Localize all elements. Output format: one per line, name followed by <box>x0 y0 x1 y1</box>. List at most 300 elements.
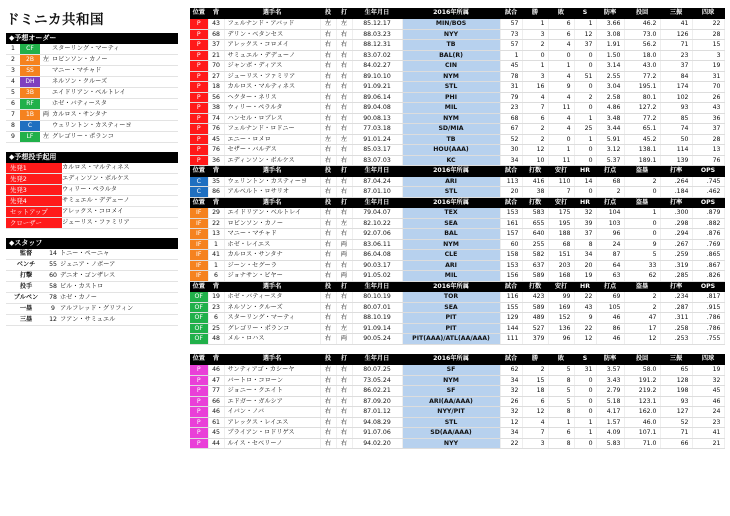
position-cell: P <box>190 113 208 124</box>
birth-date: 80.07.01 <box>352 302 402 313</box>
at-bats: 589 <box>522 271 548 282</box>
bats: 右 <box>336 386 352 397</box>
batter-row <box>190 229 724 240</box>
stolen-bases: 62 <box>624 271 660 282</box>
position-cell: IF <box>190 260 208 271</box>
column-header: 生年月日 <box>352 197 402 208</box>
hits: 110 <box>548 176 574 187</box>
innings-pitched: 58.0 <box>624 365 660 376</box>
uniform-number: 66 <box>208 396 224 407</box>
lineup-table <box>6 44 178 143</box>
position-cell: P <box>190 438 208 449</box>
position-cell: OF <box>190 334 208 345</box>
staff-role: 監督 <box>6 249 46 260</box>
pitching-role: 先発3 <box>6 185 62 196</box>
games: 157 <box>500 229 522 240</box>
wins: 15 <box>522 375 548 386</box>
ops: .826 <box>692 271 724 282</box>
player-name: ホゼ・バティースタ <box>224 292 320 303</box>
innings-pitched: 65.1 <box>624 124 660 135</box>
position-cell: P <box>190 92 208 103</box>
wins: 2 <box>522 40 548 51</box>
staff-role: 打撃 <box>6 271 46 282</box>
column-header: 打率 <box>660 166 692 177</box>
strikeouts: 50 <box>660 134 692 145</box>
position-cell: OF <box>190 323 208 334</box>
throws: 右 <box>320 438 336 449</box>
uniform-number: 6 <box>208 313 224 324</box>
section-separator <box>190 344 724 354</box>
pitcher-row <box>190 365 724 376</box>
throws: 右 <box>320 334 336 345</box>
batter-row <box>190 208 724 219</box>
rotation-table <box>6 163 178 229</box>
bats: 右 <box>336 396 352 407</box>
player-name: スターリング・マーティ <box>224 313 320 324</box>
losses: 11 <box>548 103 574 114</box>
era: 5.37 <box>596 155 624 166</box>
games: 32 <box>500 407 522 418</box>
column-header: 生年月日 <box>352 8 402 19</box>
stolen-bases: 0 <box>624 187 660 198</box>
player-name: アレックス・コロメイ <box>224 40 320 51</box>
losses: 1 <box>548 145 574 156</box>
player-name: ジューリス・ファミリア <box>62 218 178 229</box>
era: 3.44 <box>596 124 624 135</box>
staff-number: 9 <box>46 304 60 315</box>
walks: 46 <box>692 396 724 407</box>
column-header: 盗塁 <box>624 197 660 208</box>
games: 57 <box>500 40 522 51</box>
birth-date: 88.12.31 <box>352 40 402 51</box>
birth-date: 73.05.24 <box>352 375 402 386</box>
player-name: エイドリアン・ベルトレイ <box>52 88 178 99</box>
birth-date: 82.10.22 <box>352 218 402 229</box>
losses: 6 <box>548 19 574 30</box>
batter-row <box>190 334 724 345</box>
games: 161 <box>500 218 522 229</box>
column-header: 選手名 <box>224 197 320 208</box>
batter-row <box>190 218 724 229</box>
losses: 4 <box>548 113 574 124</box>
bats: 右 <box>336 313 352 324</box>
birth-date: 87.01.10 <box>352 187 402 198</box>
player-name: ジョナサン・ビヤー <box>224 271 320 282</box>
birth-date: 85.03.17 <box>352 145 402 156</box>
staff-table <box>6 249 178 326</box>
staff-row <box>6 260 178 271</box>
hits: 99 <box>548 292 574 303</box>
team-2016: CLE <box>402 250 500 261</box>
column-header: 三振 <box>660 354 692 365</box>
saves: 1 <box>574 417 596 428</box>
wins: 10 <box>522 155 548 166</box>
column-header: 試合 <box>500 197 522 208</box>
wins: 3 <box>522 71 548 82</box>
games: 32 <box>500 386 522 397</box>
at-bats: 655 <box>522 218 548 229</box>
column-header: 敗 <box>548 354 574 365</box>
team-2016: MIN/BOS <box>402 19 500 30</box>
column-header: 位置 <box>190 354 208 365</box>
saves: 0 <box>574 155 596 166</box>
team-2016: STL <box>402 82 500 93</box>
ops: .745 <box>692 176 724 187</box>
section-header-row <box>190 8 724 19</box>
rbi: 86 <box>596 323 624 334</box>
rbi: 24 <box>596 239 624 250</box>
games: 67 <box>500 124 522 135</box>
bats: 右 <box>336 82 352 93</box>
player-name: カルロス・サンタナ <box>224 250 320 261</box>
throws: 右 <box>320 50 336 61</box>
losses: 4 <box>548 124 574 135</box>
team-2016: PIT(AAA)/ATL(AA/AAA) <box>402 334 500 345</box>
column-header: 投 <box>320 8 336 19</box>
player-name: エイドリアン・ベルトレイ <box>224 208 320 219</box>
bats: 右 <box>336 145 352 156</box>
strikeouts: 84 <box>660 71 692 82</box>
player-name: ネルソン・クルーズ <box>52 77 178 88</box>
strikeouts: 126 <box>660 29 692 40</box>
hits: 7 <box>548 187 574 198</box>
bats: 右 <box>336 208 352 219</box>
games: 111 <box>500 334 522 345</box>
rotation-row <box>6 174 178 185</box>
ops: .879 <box>692 208 724 219</box>
walks: 32 <box>692 375 724 386</box>
position-cell: P <box>190 124 208 135</box>
column-header: 位置 <box>190 166 208 177</box>
saves: 51 <box>574 71 596 82</box>
birth-date: 94.02.20 <box>352 438 402 449</box>
batting-order-number: 2 <box>6 55 20 66</box>
column-header: HR <box>574 281 596 292</box>
losses: 1 <box>548 417 574 428</box>
saves: 0 <box>574 375 596 386</box>
hits: 68 <box>548 239 574 250</box>
pitcher-row <box>190 134 724 145</box>
hits: 168 <box>548 271 574 282</box>
home-runs: 12 <box>574 334 596 345</box>
position-cell: P <box>190 407 208 418</box>
batter-row <box>190 187 724 198</box>
throws: 右 <box>320 113 336 124</box>
strikeouts: 102 <box>660 92 692 103</box>
player-name: カルロス・サンタナ <box>52 110 178 121</box>
uniform-number: 44 <box>208 438 224 449</box>
column-header: 打率 <box>660 197 692 208</box>
position-badge: 3B <box>20 88 40 99</box>
ops: .786 <box>692 323 724 334</box>
batting-side <box>40 77 52 88</box>
games: 52 <box>500 134 522 145</box>
throws: 右 <box>320 71 336 82</box>
saves: 1 <box>574 19 596 30</box>
home-runs: 14 <box>574 176 596 187</box>
rbi: 2 <box>596 187 624 198</box>
birth-date: 83.07.03 <box>352 155 402 166</box>
position-cell: IF <box>190 250 208 261</box>
birth-date: 89.04.08 <box>352 103 402 114</box>
bats: 右 <box>336 50 352 61</box>
column-header: 盗塁 <box>624 166 660 177</box>
hits: 175 <box>548 208 574 219</box>
innings-pitched: 46.2 <box>624 19 660 30</box>
birth-date: 86.02.21 <box>352 386 402 397</box>
column-header: 2016年所属 <box>402 281 500 292</box>
bats: 右 <box>336 438 352 449</box>
team-2016: PIT <box>402 323 500 334</box>
throws: 右 <box>320 239 336 250</box>
strikeouts: 198 <box>660 386 692 397</box>
position-badge: RF <box>20 99 40 110</box>
team-2016: SEA <box>402 302 500 313</box>
uniform-number: 23 <box>208 302 224 313</box>
at-bats: 527 <box>522 323 548 334</box>
strikeouts: 127 <box>660 407 692 418</box>
walks: 13 <box>692 145 724 156</box>
player-name: バートロ・コローン <box>224 375 320 386</box>
birth-date: 90.08.13 <box>352 113 402 124</box>
era: 5.18 <box>596 396 624 407</box>
player-name: ウィリー・ペラルタ <box>224 103 320 114</box>
uniform-number: 36 <box>208 155 224 166</box>
column-header: 打率 <box>660 281 692 292</box>
player-name: ロビンソン・カノー <box>52 55 178 66</box>
throws: 右 <box>320 250 336 261</box>
birth-date: 84.02.27 <box>352 61 402 72</box>
ops: .786 <box>692 313 724 324</box>
team-2016: HOU(AAA) <box>402 145 500 156</box>
player-name: エドガー・ガルシア <box>224 396 320 407</box>
home-runs: 39 <box>574 218 596 229</box>
batting-average: .319 <box>660 260 692 271</box>
pitcher-row <box>190 438 724 449</box>
position-badge: LF <box>20 132 40 143</box>
bats: 右 <box>336 428 352 439</box>
wins: 6 <box>522 113 548 124</box>
column-header: 試合 <box>500 166 522 177</box>
staff-name: トニー・ペーニャ <box>60 249 178 260</box>
column-header: HR <box>574 197 596 208</box>
team-2016: ARI <box>402 260 500 271</box>
position-cell: OF <box>190 302 208 313</box>
rbi: 46 <box>596 313 624 324</box>
bats: 右 <box>336 71 352 82</box>
innings-pitched: 71.0 <box>624 438 660 449</box>
strikeouts: 71 <box>660 428 692 439</box>
column-header: 生年月日 <box>352 281 402 292</box>
pitcher-row <box>190 155 724 166</box>
games: 155 <box>500 302 522 313</box>
games: 23 <box>500 103 522 114</box>
separator <box>190 344 724 354</box>
bats: 右 <box>336 29 352 40</box>
column-header: 選手名 <box>224 281 320 292</box>
player-name: ジーン・セグーラ <box>224 260 320 271</box>
strikeouts: 37 <box>660 61 692 72</box>
innings-pitched: 46.0 <box>624 417 660 428</box>
lineup-row <box>6 88 178 99</box>
losses: 8 <box>548 375 574 386</box>
uniform-number: 25 <box>208 323 224 334</box>
wins: 12 <box>522 407 548 418</box>
lineup-row <box>6 66 178 77</box>
page-title: ドミニカ共和国 <box>6 12 104 28</box>
player-name: カルロス・マルティネス <box>224 82 320 93</box>
rotation-row <box>6 218 178 229</box>
walks: 15 <box>692 40 724 51</box>
bats: 右 <box>336 40 352 51</box>
strikeouts: 23 <box>660 50 692 61</box>
bats: 右 <box>336 229 352 240</box>
team-2016: MIL <box>402 271 500 282</box>
strikeouts: 52 <box>660 417 692 428</box>
position-cell: P <box>190 134 208 145</box>
position-cell: P <box>190 19 208 30</box>
player-name: イバン・ノバ <box>224 407 320 418</box>
saves: 31 <box>574 365 596 376</box>
column-header: 生年月日 <box>352 166 402 177</box>
birth-date: 87.04.24 <box>352 176 402 187</box>
innings-pitched: 123.1 <box>624 396 660 407</box>
uniform-number: 21 <box>208 50 224 61</box>
staff-number: 12 <box>46 315 60 326</box>
uniform-number: 29 <box>208 208 224 219</box>
bats: 両 <box>336 271 352 282</box>
column-header: 投 <box>320 354 336 365</box>
throws: 右 <box>320 29 336 40</box>
at-bats: 589 <box>522 302 548 313</box>
bats: 右 <box>336 113 352 124</box>
games: 31 <box>500 82 522 93</box>
wins: 4 <box>522 417 548 428</box>
losses: 1 <box>548 61 574 72</box>
batter-row <box>190 239 724 250</box>
losses: 0 <box>548 50 574 61</box>
games: 79 <box>500 92 522 103</box>
birth-date: 89.10.10 <box>352 71 402 82</box>
batting-order-number: 1 <box>6 44 20 55</box>
staff-row <box>6 249 178 260</box>
uniform-number: 43 <box>208 19 224 30</box>
bats: 右 <box>336 365 352 376</box>
player-name: エディンソン・ボルケス <box>224 155 320 166</box>
column-header: 背 <box>208 8 224 19</box>
team-2016: ARI(AA/AAA) <box>402 396 500 407</box>
pitching-role: クローザー <box>6 218 62 229</box>
staff-name: デニオ・ゴンザレス <box>60 271 178 282</box>
player-name: フェルナンド・アバッド <box>224 19 320 30</box>
rbi: 87 <box>596 250 624 261</box>
era: 4.09 <box>596 428 624 439</box>
bats: 右 <box>336 176 352 187</box>
ops: .817 <box>692 292 724 303</box>
bats: 右 <box>336 292 352 303</box>
pitching-role: 先発4 <box>6 196 62 207</box>
batter-row <box>190 292 724 303</box>
player-name: ホゼ・レイエス <box>224 239 320 250</box>
saves: 0 <box>574 386 596 397</box>
stolen-bases: 2 <box>624 302 660 313</box>
position-cell: IF <box>190 239 208 250</box>
walks: 23 <box>692 417 724 428</box>
home-runs: 0 <box>574 187 596 198</box>
games: 156 <box>500 271 522 282</box>
stolen-bases: 0 <box>624 218 660 229</box>
column-header: 選手名 <box>224 166 320 177</box>
uniform-number: 45 <box>208 134 224 145</box>
innings-pitched: 77.2 <box>624 71 660 82</box>
batting-side: 左 <box>40 55 52 66</box>
position-cell: P <box>190 386 208 397</box>
bats: 両 <box>336 250 352 261</box>
batter-row <box>190 176 724 187</box>
column-header: 打 <box>336 166 352 177</box>
birth-date: 88.03.23 <box>352 29 402 40</box>
team-2016: NYM <box>402 239 500 250</box>
position-badge: SS <box>20 66 40 77</box>
batting-average: .234 <box>660 292 692 303</box>
uniform-number: 46 <box>208 365 224 376</box>
column-header: 安打 <box>548 166 574 177</box>
player-name: ジャンボ・ディアス <box>224 61 320 72</box>
pitching-role: セットアップ <box>6 207 62 218</box>
throws: 右 <box>320 229 336 240</box>
innings-pitched: 195.1 <box>624 82 660 93</box>
birth-date: 83.06.11 <box>352 239 402 250</box>
player-name: ヘクター・ネリス <box>224 92 320 103</box>
games: 68 <box>500 113 522 124</box>
stolen-bases: 47 <box>624 313 660 324</box>
pitcher-row <box>190 82 724 93</box>
era: 1.91 <box>596 40 624 51</box>
pitcher-row <box>190 50 724 61</box>
staff-name: アルフレッド・グリフィン <box>60 304 178 315</box>
player-name: フェルナンド・ロドニー <box>224 124 320 135</box>
bats: 右 <box>336 417 352 428</box>
team-2016: TOR <box>402 292 500 303</box>
staff-name: フアン・サミュエル <box>60 315 178 326</box>
team-2016: TEX <box>402 208 500 219</box>
hits: 169 <box>548 302 574 313</box>
column-header: 三振 <box>660 8 692 19</box>
position-cell: OF <box>190 313 208 324</box>
column-header: 打 <box>336 8 352 19</box>
throws: 右 <box>320 145 336 156</box>
rbi: 69 <box>596 292 624 303</box>
rbi: 64 <box>596 260 624 271</box>
player-name: マニー・マチャド <box>224 229 320 240</box>
pitcher-row <box>190 19 724 30</box>
strikeouts: 85 <box>660 113 692 124</box>
birth-date: 83.07.02 <box>352 50 402 61</box>
throws: 右 <box>320 313 336 324</box>
throws: 右 <box>320 271 336 282</box>
column-header: 安打 <box>548 281 574 292</box>
games: 22 <box>500 438 522 449</box>
team-2016: PHI <box>402 92 500 103</box>
walks: 70 <box>692 82 724 93</box>
column-header: 打 <box>336 197 352 208</box>
player-name: ジューリス・ファミリア <box>224 71 320 82</box>
team-2016: PIT <box>402 313 500 324</box>
walks: 3 <box>692 50 724 61</box>
at-bats: 489 <box>522 313 548 324</box>
era: 3.12 <box>596 145 624 156</box>
strikeouts: 128 <box>660 375 692 386</box>
